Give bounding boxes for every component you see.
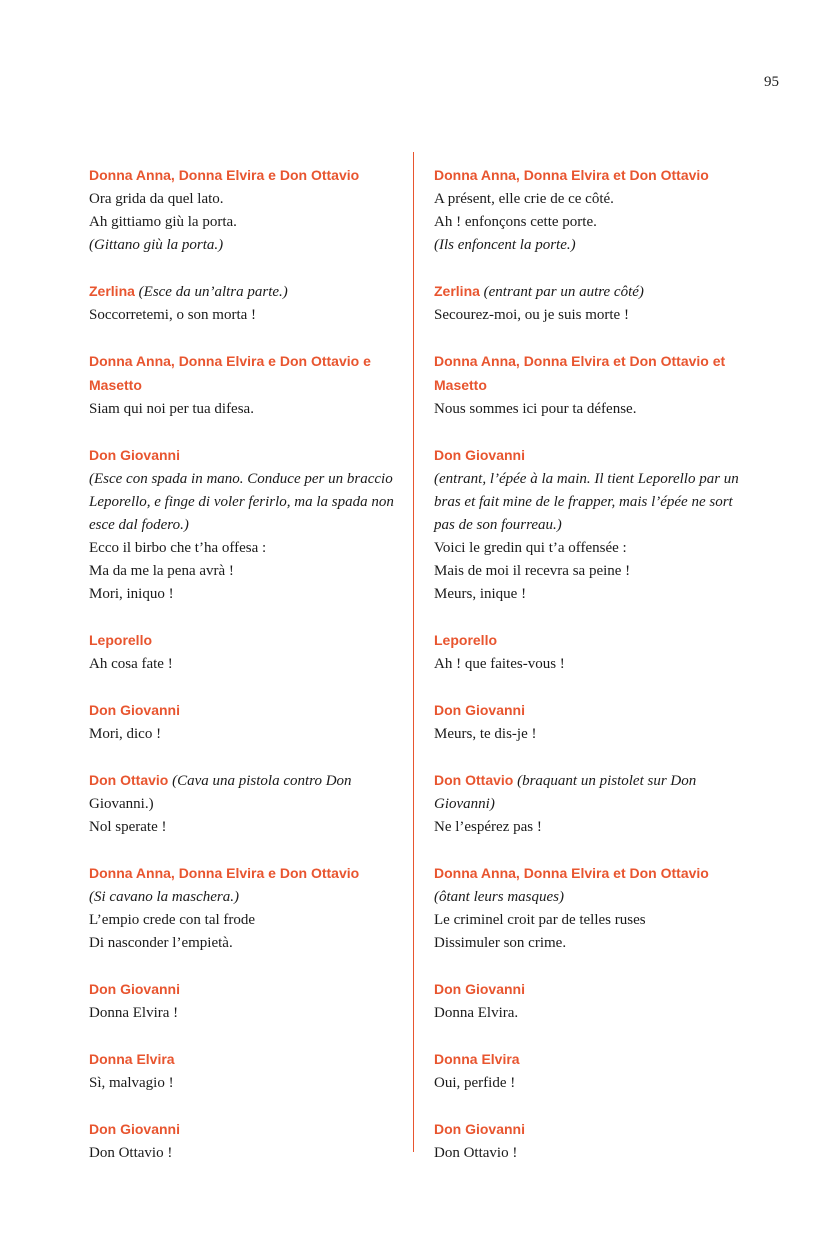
page-number: 95 (764, 74, 779, 90)
speaker-name: Zerlina (89, 283, 135, 299)
dialogue-block (89, 350, 399, 421)
verse-line: Di nasconder l’empietà. (89, 935, 233, 951)
speaker-line (434, 629, 754, 653)
verse-line: Siam qui noi per tua difesa. (89, 401, 254, 417)
speaker-name: Leporello (89, 632, 153, 648)
verse-line: Don Ottavio ! (434, 1145, 518, 1161)
verse-line: Voici le gredin qui t’a offensée : (434, 540, 627, 556)
dialogue-block (89, 1118, 399, 1165)
verse-line: Meurs, te dis-je ! (434, 726, 537, 742)
verse-line: Mori, iniquo ! (89, 586, 174, 602)
verse-line: Ora grida da quel lato. (89, 191, 224, 207)
verse-line: Ah ! que faites-vous ! (434, 656, 565, 672)
speaker-line (434, 862, 754, 886)
dialogue-block (434, 978, 754, 1025)
speaker-line (89, 164, 399, 188)
speaker-name: Don Giovanni (89, 702, 180, 718)
verse-line: Ne l’espérez pas ! (434, 819, 542, 835)
stage-direction: (Esce con spada in mano. Conduce per un braccio Leporello, e finge di voler ferirlo, ma la spada non esce dal fodero.) (89, 471, 394, 533)
speaker-line (89, 862, 399, 886)
speaker-line (434, 1048, 754, 1072)
speaker-line (434, 1118, 754, 1142)
verse-line: Don Ottavio ! (89, 1145, 173, 1161)
speaker-name: Don Giovanni (89, 447, 180, 463)
stage-direction: (Ils enfoncent la porte.) (434, 237, 576, 253)
dialogue-block (434, 350, 754, 421)
speaker-line (89, 280, 399, 304)
verse-line: Donna Elvira ! (89, 1005, 179, 1021)
verse-line: Secourez-moi, ou je suis morte ! (434, 307, 629, 323)
dialogue-block (434, 699, 754, 746)
dialogue-block (89, 444, 399, 606)
column-divider (413, 152, 414, 1152)
speaker-name: Donna Anna, Donna Elvira e Don Ottavio (89, 167, 360, 183)
dialogue-block (89, 280, 399, 327)
speaker-name: Donna Anna, Donna Elvira et Don Ottavio (434, 167, 709, 183)
verse-line: Sì, malvagio ! (89, 1075, 174, 1091)
stage-direction: (Gittano giù la porta.) (89, 237, 224, 253)
speaker-line (89, 769, 399, 793)
verse-line: Ah ! enfonçons cette porte. (434, 214, 597, 230)
verse-line: Le criminel croit par de telles ruses (434, 912, 646, 928)
speaker-name: Donna Elvira (434, 1051, 520, 1067)
verse-line: Soccorretemi, o son morta ! (89, 307, 257, 323)
speaker-line (89, 444, 399, 468)
dialogue-block (89, 1048, 399, 1095)
verse-line: Nous sommes ici pour ta défense. (434, 401, 637, 417)
speaker-name: Don Giovanni (434, 702, 525, 718)
dialogue-block (434, 862, 754, 955)
speaker-line (434, 164, 754, 188)
dialogue-block (89, 699, 399, 746)
dialogue-block (434, 1118, 754, 1165)
speaker-name: Don Giovanni (434, 1121, 525, 1137)
verse-line: Donna Elvira. (434, 1005, 519, 1021)
verse-line: Nol sperate ! (89, 819, 167, 835)
speaker-line (434, 769, 754, 793)
speaker-line (434, 280, 754, 304)
stage-direction: (Esce da un’altra parte.) (138, 284, 288, 300)
stage-direction: (Si cavano la maschera.) (89, 889, 239, 905)
speaker-name: Don Giovanni (89, 1121, 180, 1137)
verse-line: Ma da me la pena avrà ! (89, 563, 234, 579)
speaker-line (89, 629, 399, 653)
stage-direction: Giovanni) (434, 796, 495, 812)
stage-direction: (braquant un pistolet sur Don (517, 773, 697, 789)
dialogue-block (89, 978, 399, 1025)
dialogue-block (89, 862, 399, 955)
dialogue-block (434, 629, 754, 676)
dialogue-block (434, 769, 754, 839)
verse-line: Ah cosa fate ! (89, 656, 173, 672)
dialogue-block (434, 1048, 754, 1095)
stage-direction: (entrant, l’épée à la main. Il tient Leporello par un bras et fait mine de le frapper, mais l’épée ne sort pas de son fourreau.) (434, 471, 739, 533)
italian-column (89, 164, 399, 1188)
verse-line: Mais de moi il recevra sa peine ! (434, 563, 631, 579)
verse-line: Mori, dico ! (89, 726, 162, 742)
speaker-line (89, 699, 399, 723)
verse-line: Ah gittiamo giù la porta. (89, 214, 237, 230)
verse-line: Giovanni.) (89, 796, 154, 812)
speaker-line (89, 350, 399, 398)
speaker-name: Don Giovanni (434, 447, 525, 463)
speaker-name: Don Giovanni (434, 981, 525, 997)
speaker-name: Donna Elvira (89, 1051, 175, 1067)
speaker-name: Donna Anna, Donna Elvira e Don Ottavio e Masetto (89, 353, 371, 393)
verse-line: Oui, perfide ! (434, 1075, 516, 1091)
speaker-name: Leporello (434, 632, 498, 648)
speaker-line (89, 1118, 399, 1142)
speaker-name: Don Ottavio (89, 772, 169, 788)
speaker-name: Donna Anna, Donna Elvira e Don Ottavio (89, 865, 360, 881)
speaker-line (434, 444, 754, 468)
speaker-name: Don Ottavio (434, 772, 514, 788)
verse-line: L’empio crede con tal frode (89, 912, 256, 928)
speaker-line (434, 978, 754, 1002)
dialogue-block (434, 164, 754, 257)
verse-line: A présent, elle crie de ce côté. (434, 191, 614, 207)
verse-line: Dissimuler son crime. (434, 935, 567, 951)
verse-line: Meurs, inique ! (434, 586, 527, 602)
speaker-name: Donna Anna, Donna Elvira et Don Ottavio (434, 865, 709, 881)
dialogue-block (89, 164, 399, 257)
stage-direction: (entrant par un autre côté) (483, 284, 644, 300)
dialogue-block (434, 280, 754, 327)
speaker-line (434, 350, 754, 398)
speaker-name: Don Giovanni (89, 981, 180, 997)
verse-line: Ecco il birbo che t’ha offesa : (89, 540, 267, 556)
speaker-line (434, 699, 754, 723)
speaker-line (89, 1048, 399, 1072)
speaker-name: Donna Anna, Donna Elvira et Don Ottavio et Masetto (434, 353, 726, 393)
stage-direction: (ôtant leurs masques) (434, 889, 564, 905)
speaker-name: Zerlina (434, 283, 480, 299)
french-column (434, 164, 754, 1188)
stage-direction: (Cava una pistola contro Don (172, 773, 352, 789)
speaker-line (89, 978, 399, 1002)
dialogue-block (89, 629, 399, 676)
dialogue-block (89, 769, 399, 839)
dialogue-block (434, 444, 754, 606)
